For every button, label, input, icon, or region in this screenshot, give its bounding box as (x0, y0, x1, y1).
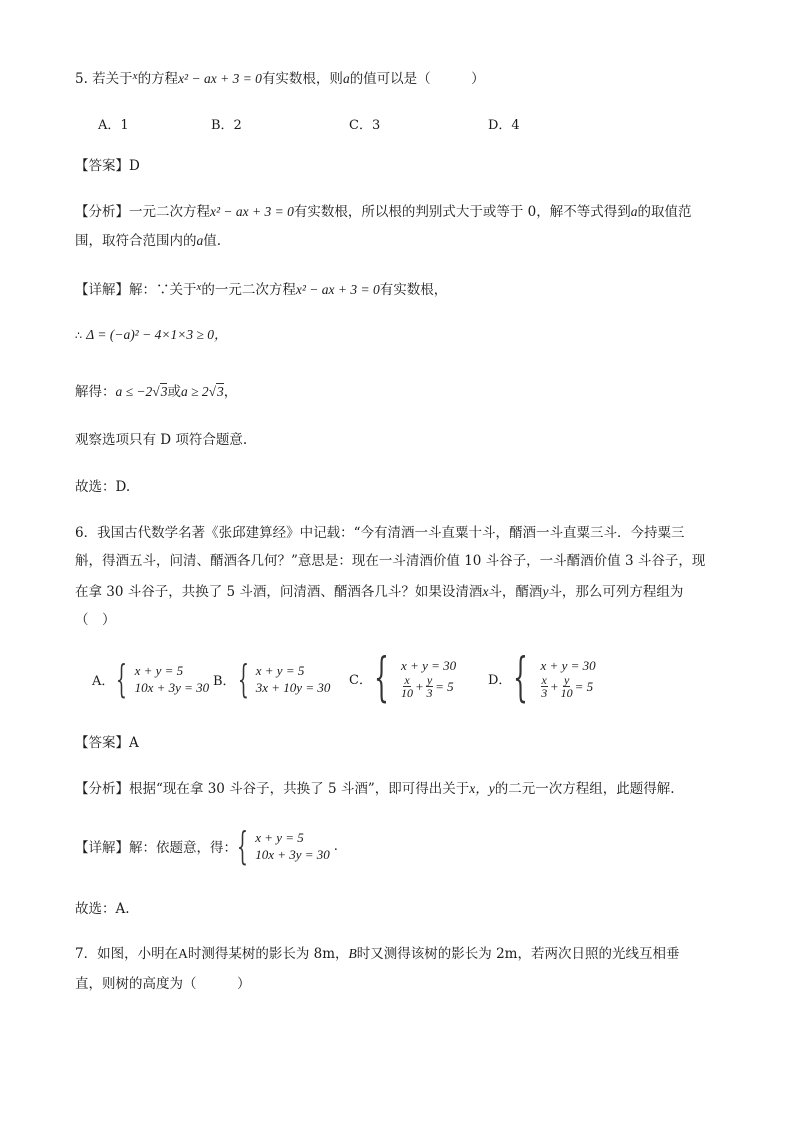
equation-row: 10x + 3y = 30 (255, 847, 330, 862)
var-x: x (482, 584, 489, 599)
denominator: 3 (426, 686, 433, 700)
q5-option-c: C．3 (349, 118, 381, 133)
q6-choose: 故选：A. (75, 901, 130, 917)
q5-option-a: A．1 (98, 118, 129, 133)
analysis-label: 【分析】 (75, 781, 129, 797)
var-x: x (196, 281, 202, 293)
numerator: x (541, 673, 547, 687)
answer-value: A (129, 735, 139, 751)
equation-row: x + y = 5 (255, 663, 305, 678)
q5-mid: 的方程 (137, 71, 179, 87)
q5-prefix: 5. 若关于 (75, 71, 133, 87)
detail-text: 有实数根， (379, 282, 448, 298)
q5-delta-line (75, 326, 227, 345)
brace-icon: { (237, 657, 249, 701)
analysis-text: 围，取符合范围内的 (75, 233, 197, 249)
equation-rows (135, 662, 210, 696)
or-word: 或 (167, 384, 181, 400)
plus-sign: + (549, 679, 559, 694)
q7-text: 时测得某树的影长为 8m， (187, 946, 349, 962)
solve-label: 解得： (75, 384, 116, 400)
q6-text: 斗，醑酒 (488, 584, 543, 600)
solution-part1: a ≤ −2 (115, 384, 153, 399)
var-y: y (542, 584, 549, 599)
plus-sign: + (415, 679, 424, 694)
equation-row: 10x + 3y = 30 (134, 680, 210, 695)
q5-choose: 故选：D. (75, 479, 131, 495)
var-a: a (196, 233, 204, 248)
equation-row: x + y = 30 (540, 658, 596, 673)
solution-part2: a ≥ 2 (180, 384, 209, 399)
discriminant-expression: Δ = (−a)² − 4×1×3 ≥ 0， (86, 327, 228, 342)
numerator: x (404, 673, 410, 687)
therefore-symbol: ∴ (75, 329, 82, 342)
q6-text: 在拿 30 斗谷子，共换了 5 斗酒，问清酒、醑酒各几斗？如果设清酒 (75, 584, 483, 600)
q5-solve-line (75, 383, 237, 401)
detail-label: 【详解】 (75, 840, 129, 856)
analysis-equation: x² − ax + 3 = 0 (210, 204, 294, 219)
q5-observe: 观察选项只有 D 项符合题意. (75, 432, 248, 448)
fraction (426, 674, 433, 699)
q7-text: 7．如图，小明在 (75, 946, 179, 962)
option-label: A． (92, 673, 115, 689)
q5-var-a: a (342, 71, 350, 86)
sqrt-symbol: √ (208, 384, 217, 399)
brace-icon: { (237, 824, 248, 868)
fraction-equation (401, 674, 456, 699)
sqrt-radicand: 3 (217, 384, 224, 399)
time-a: A (178, 946, 188, 961)
q6-analysis (75, 780, 675, 798)
analysis-text: 的二元一次方程组，此题得解. (494, 781, 675, 797)
answer-label: 【答案】 (75, 735, 129, 751)
q5-analysis-line2 (75, 232, 221, 250)
equation-rows (255, 829, 330, 863)
q5-var-x: x (132, 70, 138, 82)
q5-detail-line1 (75, 278, 447, 299)
detail-equation: x² − ax + 3 = 0 (295, 282, 380, 297)
sqrt-symbol: √ (152, 384, 160, 399)
brace-icon: { (513, 648, 529, 708)
q6-line3 (75, 583, 683, 601)
q6-paren: （ ） (75, 612, 116, 628)
equation-rows (401, 657, 456, 699)
q5-option-d: D．4 (488, 118, 520, 133)
rhs: = 5 (435, 679, 454, 694)
punct: ， (223, 384, 238, 400)
equation-rows (256, 662, 331, 696)
analysis-text: 值. (203, 233, 222, 249)
punct: . (333, 838, 338, 854)
analysis-text: 有实数根，所以根的判别式大于或等于 0，解不等式得到 (293, 204, 631, 220)
fraction (541, 674, 548, 699)
numerator: y (563, 673, 570, 687)
brace-icon: { (116, 657, 128, 701)
q6-option-b (213, 657, 331, 701)
q6-text: 斗，那么可列方程组为 (548, 584, 684, 600)
q5-option-b: B．2 (211, 118, 242, 133)
numerator: y (426, 673, 433, 687)
option-label: B． (213, 673, 236, 689)
answer-value: D (129, 158, 140, 174)
option-label: C． (349, 672, 372, 688)
equation-row: x + y = 5 (255, 830, 304, 845)
analysis-text: 的取值范 (637, 204, 692, 220)
q7-line2: 直，则树的高度为（ ） (75, 976, 251, 992)
vars-xy: x，y (469, 781, 495, 796)
q5-analysis-line1 (75, 203, 692, 221)
analysis-label: 【分析】 (75, 204, 129, 220)
equation-rows (541, 657, 596, 699)
detail-text: 解：依题意，得： (129, 840, 237, 856)
q7-line1 (75, 945, 679, 963)
sqrt-radicand: 3 (160, 384, 168, 399)
q6-option-d (488, 648, 596, 708)
analysis-text: 根据“现在拿 30 斗谷子，共换了 5 斗酒”，即可得出关于 (129, 781, 470, 797)
q6-option-c (349, 648, 457, 708)
detail-text: 解：∵关于 (129, 282, 197, 298)
q6-detail (75, 824, 338, 868)
time-b: B (348, 946, 357, 961)
q6-line2: 斛，得酒五斗，问清、醑酒各几何？”意思是：现在一斗清酒价值 10 斗谷子，一斗醑酒价值 3 斗谷子，现 (75, 553, 706, 569)
denominator: 10 (560, 686, 573, 700)
q5-end: 的值可以是（ ） (349, 71, 485, 87)
q6-line1: 6．我国古代数学名著《张邱建算经》中记载：“今有清酒一斗直粟十斗，醑酒一斗直粟三斗．今持粟三 (75, 525, 685, 541)
equation-row: 3x + 10y = 30 (255, 680, 331, 695)
q5-after: 有实数根，则 (261, 71, 343, 87)
q5-answer (75, 157, 140, 175)
q5-stem (75, 67, 485, 88)
denominator: 10 (401, 686, 414, 700)
denominator: 3 (541, 686, 548, 700)
var-a: a (630, 204, 638, 219)
analysis-text: 一元二次方程 (129, 204, 210, 220)
fraction (401, 674, 413, 699)
rhs: = 5 (574, 679, 594, 694)
q5-equation: x² − ax + 3 = 0 (178, 71, 262, 86)
q7-text: 时又测得该树的影长为 2m，若两次日照的光线互相垂 (356, 946, 680, 962)
q6-option-a (92, 657, 210, 701)
option-label: D． (488, 672, 512, 688)
detail-text: 的一元二次方程 (201, 282, 296, 298)
answer-label: 【答案】 (75, 158, 129, 174)
fraction-equation (541, 674, 596, 699)
equation-row: x + y = 30 (401, 658, 457, 673)
brace-icon: { (373, 648, 389, 708)
equation-row: x + y = 5 (134, 663, 184, 678)
q6-answer (75, 734, 139, 752)
fraction (561, 674, 573, 699)
detail-label: 【详解】 (75, 282, 129, 298)
